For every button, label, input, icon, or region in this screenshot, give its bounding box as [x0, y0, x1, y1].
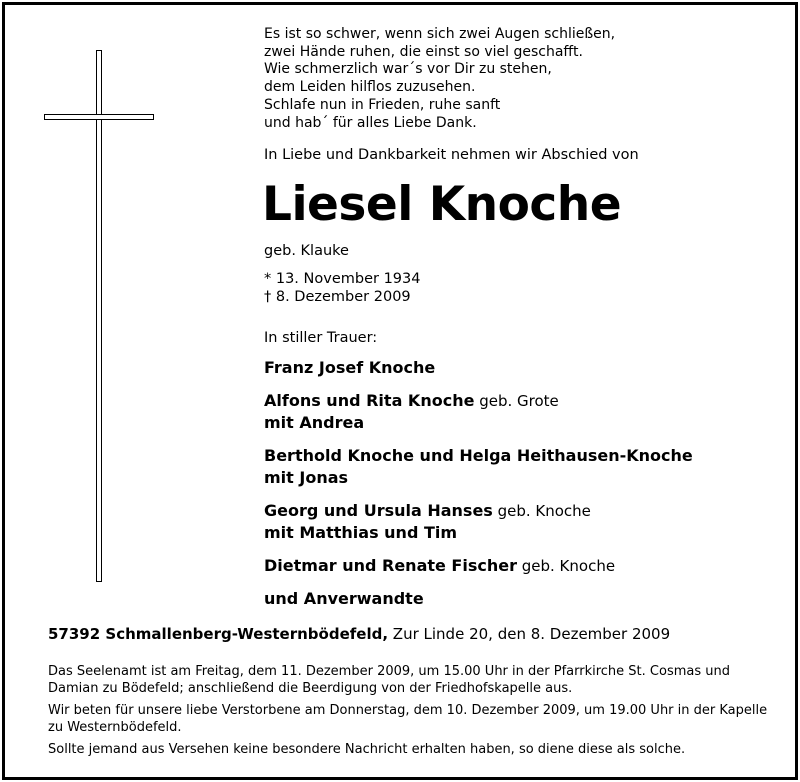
poem-line: Wie schmerzlich war´s vor Dir zu stehen,: [264, 61, 552, 78]
mourner-names: Berthold Knoche und Helga Heithausen-Knoche: [264, 446, 693, 465]
death-date: † 8. Dezember 2009: [264, 289, 411, 305]
mourner-names: Georg und Ursula Hanses: [264, 501, 493, 520]
cross-vertical-beam: [96, 50, 102, 582]
poem: [264, 26, 615, 132]
poem-line: Es ist so schwer, wenn sich zwei Augen schließen,: [264, 26, 616, 42]
address-line: [48, 625, 670, 643]
mourner-entry: [264, 445, 693, 489]
mourner-entry: [264, 357, 693, 379]
mourner-children: mit Jonas: [264, 468, 349, 487]
mourner-note: geb. Grote: [474, 392, 559, 410]
cross-intersection: [98, 116, 101, 119]
mourner-names: Franz Josef Knoche: [264, 358, 436, 377]
mourner-entry: [264, 555, 693, 577]
mourner-entry: [264, 390, 693, 434]
mourner-note: geb. Knoche: [516, 557, 616, 575]
address-rest: Zur Linde 20, den 8. Dezember 2009: [388, 625, 671, 643]
relatives-line: und Anverwandte: [264, 589, 424, 608]
mourner-entry: [264, 500, 693, 544]
mourning-heading: In stiller Trauer:: [264, 330, 378, 346]
poem-line: Schlafe nun in Frieden, ruhe sanft: [264, 96, 501, 113]
poem-line: zwei Hände ruhen, die einst so viel geschafft.: [264, 43, 583, 60]
mourner-names: Dietmar und Renate Fischer: [264, 556, 517, 575]
poem-line: und hab´ für alles Liebe Dank.: [264, 114, 477, 131]
mourners-list: [264, 357, 693, 610]
birth-date: * 13. November 1934: [264, 271, 421, 287]
maiden-name: geb. Klauke: [264, 243, 349, 259]
service-details: [48, 663, 768, 763]
life-dates: [264, 270, 420, 306]
service-paragraph: Wir beten für unsere liebe Verstorbene am Donnerstag, dem 10. Dezember 2009, um 19.00 Uhr in der Kapelle zu Westernbödefeld.: [48, 703, 768, 735]
mourner-note: geb. Knoche: [492, 502, 591, 520]
farewell-intro: In Liebe und Dankbarkeit nehmen wir Abschied von: [264, 147, 639, 163]
address-place: 57392 Schmallenberg-Westernbödefeld,: [48, 625, 389, 643]
mourner-children: mit Andrea: [264, 413, 365, 432]
mourner-children: mit Matthias und Tim: [264, 523, 458, 542]
poem-line: dem Leiden hilflos zuzusehen.: [264, 79, 476, 96]
mourner-names: Alfons und Rita Knoche: [264, 391, 475, 410]
service-paragraph: Sollte jemand aus Versehen keine besondere Nachricht erhalten haben, so diene diese als solche.: [48, 742, 686, 757]
deceased-name: Liesel Knoche: [262, 177, 622, 232]
service-paragraph: Das Seelenamt ist am Freitag, dem 11. Dezember 2009, um 15.00 Uhr in der Pfarrkirche St. Cosmas und Damian zu Bödefeld; anschließend die Beerdigung von der Friedhofskapelle aus.: [48, 664, 730, 696]
